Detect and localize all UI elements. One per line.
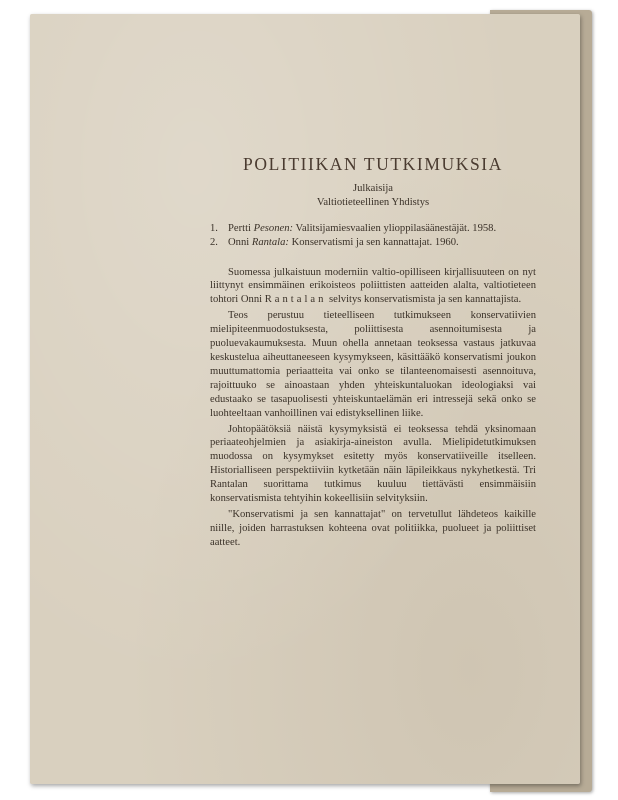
- book-page: [30, 14, 580, 784]
- series-number: 1.: [210, 222, 218, 234]
- series-title: Valitsijamiesvaalien ylioppilasäänestäjät. 1958.: [293, 222, 497, 234]
- series-author-surname: Pesonen:: [253, 222, 294, 234]
- series-author-first: Onni: [228, 236, 252, 248]
- series-author-surname: Rantala:: [251, 236, 289, 248]
- page-title: POLITIIKAN TUTKIMUKSIA: [243, 154, 503, 174]
- paragraph-intro: [210, 266, 536, 308]
- paragraph-research: Teos perustuu tieteelliseen tutkimukseen konservatiivien mielipiteenmuodostuksesta, poliittisesta asennoitumisesta ja puoluevakaumuksesta. Muun ohella annetaan teoksessa vastaus jatkuvaa keskustelua aiheuttaneeseen kysymykseen, käsittääkö konservatismi joukon muuttumattomia periaatteita vai onko se tilanteenomaisesti asennoituva, rajoittuuko se ainoastaan yhden yhteiskuntaluokan ideologiaksi vai edustaako se tasapuolisesti yhteiskuntaelämän eri intressejä sekä onko se luohteeltaan vanhoillinen vai edistyksellinen liike.: [210, 310, 536, 419]
- series-list: [210, 222, 536, 250]
- paragraph-conclusions: Johtopäätöksiä näistä kysymyksistä ei teoksessa tehdä yksinomaan periaateohjelmien ja asiakirja-aineiston avulla. Mielipidetutkimuksen muodossa on kysymykset esitetty myös konservatiiveille itselleen. Historialliseen perspektiiviin kytketään näin läpileikkaus nykyhetkestä. Tri Rantalan suorittama tutkimus kuuluu tiettävästi ensimmäisiin konservatismista tehtyihin kokeellisiin selvityksiin.: [210, 423, 536, 505]
- paragraph-intro-text-a: Suomessa julkaistuun moderniin valtio-opilliseen kirjallisuuteen on nyt liittynyt ensimmäinen erikoisteos poliittisten aatteiden alalta, valtiotieteen tohtori Onni: [210, 266, 536, 306]
- paragraph-intro-text-b: selvitys konservatismista ja sen kannattajista.: [326, 294, 522, 306]
- series-author-first: Pertti: [228, 222, 254, 234]
- paragraph-recommendation: "Konservatismi ja sen kannattajat" on tervetullut lähdeteos kaikille niille, joiden harrastuksen kohteena ovat politiikka, puolueet ja poliittiset aatteet.: [210, 508, 536, 548]
- series-number: 2.: [210, 236, 218, 248]
- page-content: [210, 154, 536, 550]
- series-item: [210, 236, 536, 250]
- publisher-label: Julkaisija: [352, 182, 394, 194]
- series-title: Konservatismi ja sen kannattajat. 1960.: [288, 236, 459, 248]
- publisher-name: Valtiotieteellinen Yhdistys: [316, 196, 430, 208]
- author-name-spaced: Rantalan: [264, 294, 327, 306]
- series-item: [210, 222, 536, 236]
